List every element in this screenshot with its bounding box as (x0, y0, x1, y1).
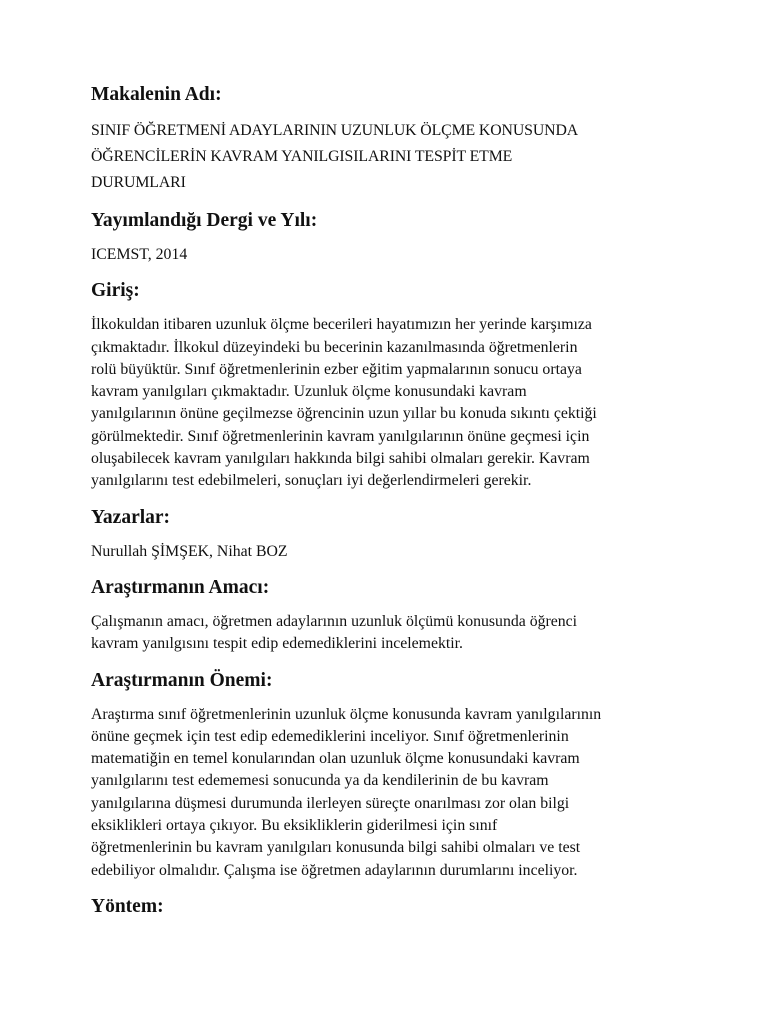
text-line: yanılgılarını test edememesi sonucunda ya da kendilerinin de bu kavram (91, 772, 549, 790)
method-heading: Yöntem: (91, 895, 164, 917)
text-line: öğretmenlerinin bu kavram yanılgıları konusunda bilgi sahibi olmaları ve test (91, 839, 581, 857)
text-line: görülmektedir. Sınıf öğretmenlerinin kavram yanılgılarının önüne geçmesi için (91, 427, 590, 445)
text-line: yanılgılarını test edebilmeleri, sonuçları iyi değerlendirmeleri gerekir. (91, 472, 532, 490)
text-line: yanılgılarına düşmesi durumunda ilerleyen süreçte onarılması zor olan bilgi (91, 794, 570, 812)
intro-paragraph (91, 314, 681, 492)
text-line: kavram yanılgısını tespit edip edemediklerini incelemektir. (91, 635, 463, 653)
text-line: Araştırma sınıf öğretmenlerinin uzunluk ölçme konusunda kavram yanılgılarının (91, 705, 602, 723)
text-line: önüne geçmek için test edip edemediklerini inceliyor. Sınıf öğretmenlerinin (91, 727, 569, 745)
text-line: yanılgılarının önüne geçilmezse öğrencinin uzun yıllar bu konuda sıkıntı çektiği (91, 405, 597, 423)
article-title-line: ÖĞRENCİLERİN KAVRAM YANILGISILARINI TESPİT ETME (91, 148, 513, 165)
purpose-heading: Araştırmanın Amacı: (91, 576, 270, 598)
text-line: rolü büyüktür. Sınıf öğretmenlerinin ezber eğitim yapmalarının sonucu ortaya (91, 360, 582, 378)
journal-value: ICEMST, 2014 (91, 246, 188, 263)
text-line: edebiliyor olmalıdır. Çalışma ise öğretmen adaylarının durumlarını inceliyor. (91, 861, 578, 879)
journal-heading: Yayımlandığı Dergi ve Yılı: (91, 210, 318, 231)
text-line: oluşabilecek kavram yanılgıları hakkında bilgi sahibi olmaları gerekir. Kavram (91, 450, 590, 468)
purpose-paragraph (91, 611, 681, 656)
document-page (91, 82, 681, 920)
article-name-heading: Makalenin Adı: (91, 84, 222, 105)
intro-heading: Giriş: (91, 280, 140, 302)
authors-value: Nurullah ŞİMŞEK, Nihat BOZ (91, 542, 288, 560)
article-title (91, 118, 681, 196)
importance-paragraph (91, 704, 681, 882)
text-line: kavram yanılgıları çıkmaktadır. Uzunluk ölçme konusundaki kavram (91, 383, 527, 401)
article-title-line: SINIF ÖĞRETMENİ ADAYLARININ UZUNLUK ÖLÇME KONUSUNDA (91, 122, 579, 139)
text-line: matematiğin en temel konularından olan uzunluk ölçme konusundaki kavram (91, 750, 580, 768)
text-line: eksiklikleri ortaya çıkıyor. Bu eksikliklerin giderilmesi için sınıf (91, 817, 498, 835)
authors-heading: Yazarlar: (91, 506, 171, 528)
importance-heading: Araştırmanın Önemi: (91, 669, 273, 691)
article-title-line: DURUMLARI (91, 174, 186, 191)
text-line: Çalışmanın amacı, öğretmen adaylarının uzunluk ölçümü konusunda öğrenci (91, 612, 578, 630)
text-line: çıkmaktadır. İlkokul düzeyindeki bu becerinin kazanılmasında öğretmenlerin (91, 338, 578, 356)
text-line: İlkokuldan itibaren uzunluk ölçme becerileri hayatımızın her yerinde karşımıza (91, 316, 592, 334)
